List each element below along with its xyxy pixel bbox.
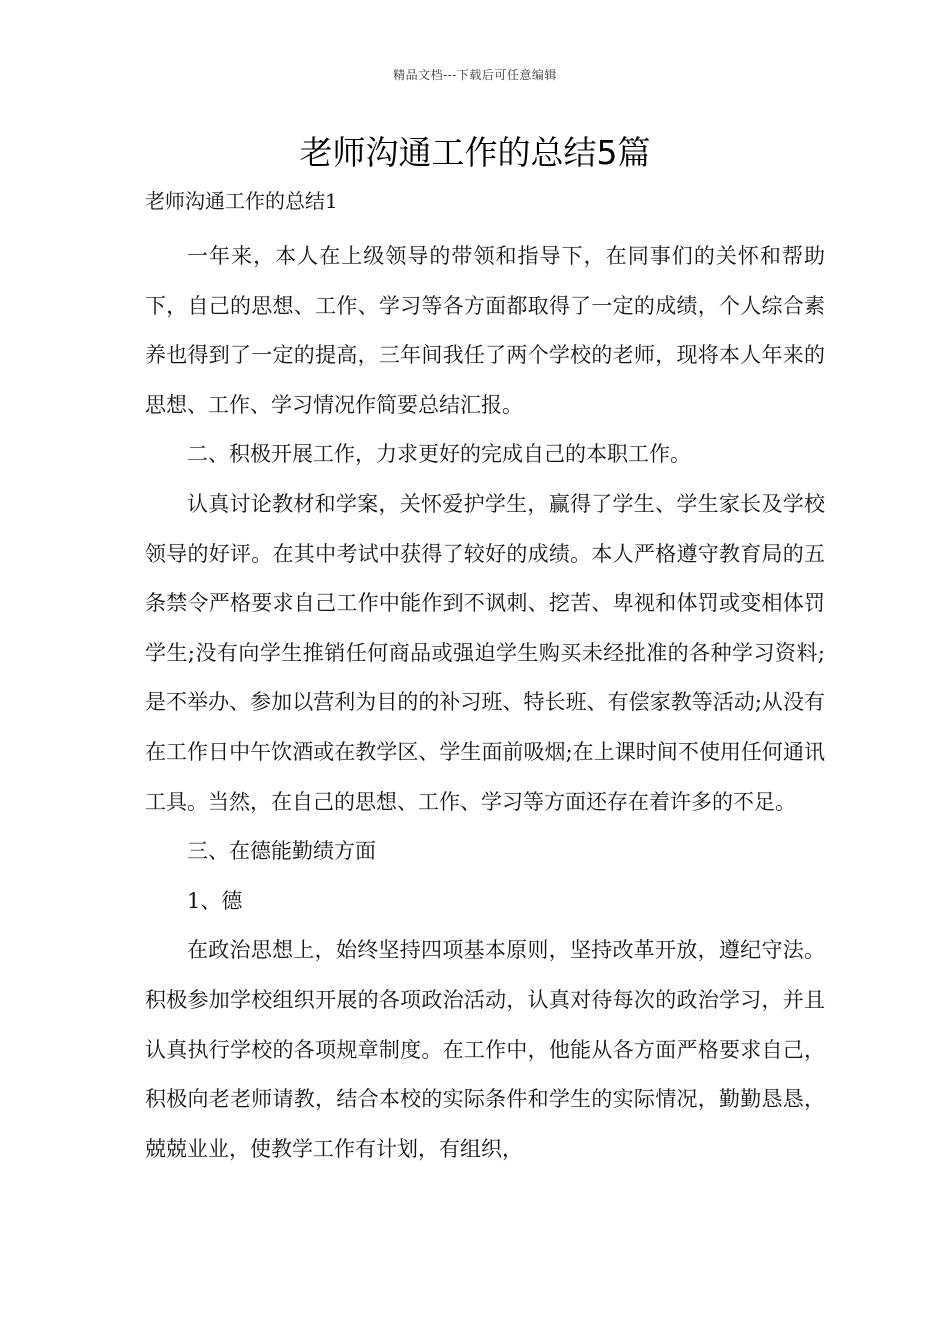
- paragraph-heading-three: 三、在德能勤绩方面: [187, 839, 376, 864]
- paragraph-subheading-de: 1、德: [187, 888, 243, 913]
- paragraph-intro: 一年来，本人在上级领导的带领和指导下，在同事们的关怀和帮助下，自己的思想、工作、学习等各方面都取得了一定的成绩，个人综合素养也得到了一定的提高，三年间我任了两个学校的老师，现将本人年来的思想、工作、学习情况作简要总结汇报。: [145, 244, 825, 417]
- header-note: 精品文档---下载后可任意编辑: [393, 68, 557, 82]
- paragraph-work: 认真讨论教材和学案，关怀爱护学生，赢得了学生、学生家长及学校领导的好评。在其中考试中获得了较好的成绩。本人严格遵守教育局的五条禁令严格要求自己工作中能作到不讽刺、挖苦、卑视和体罚或变相体罚学生;没有向学生推销任何商品或强迫学生购买未经批准的各种学习资料;是不举办、参加以营利为目的的补习班、特长班、有偿家教等活动;从没有在工作日中午饮酒或在教学区、学生面前吸烟;在上课时间不使用任何通讯工具。当然，在自己的思想、工作、学习等方面还存在着许多的不足。: [145, 491, 825, 814]
- document-body: [145, 232, 825, 1174]
- paragraph-politics: 在政治思想上，始终坚持四项基本原则，坚持改革开放，遵纪守法。积极参加学校组织开展的各项政治活动，认真对待每次的政治学习，并且认真执行学校的各项规章制度。在工作中，他能从各方面严格要求自己，积极向老老师请教，结合本校的实际条件和学生的实际情况，勤勤恳恳，兢兢业业，使教学工作有计划，有组织，: [145, 938, 825, 1161]
- section-heading: 老师沟通工作的总结1: [145, 189, 338, 213]
- document-title: 老师沟通工作的总结5篇: [299, 133, 651, 172]
- paragraph-heading-two: 二、积极开展工作，力求更好的完成自己的本职工作。: [187, 442, 691, 467]
